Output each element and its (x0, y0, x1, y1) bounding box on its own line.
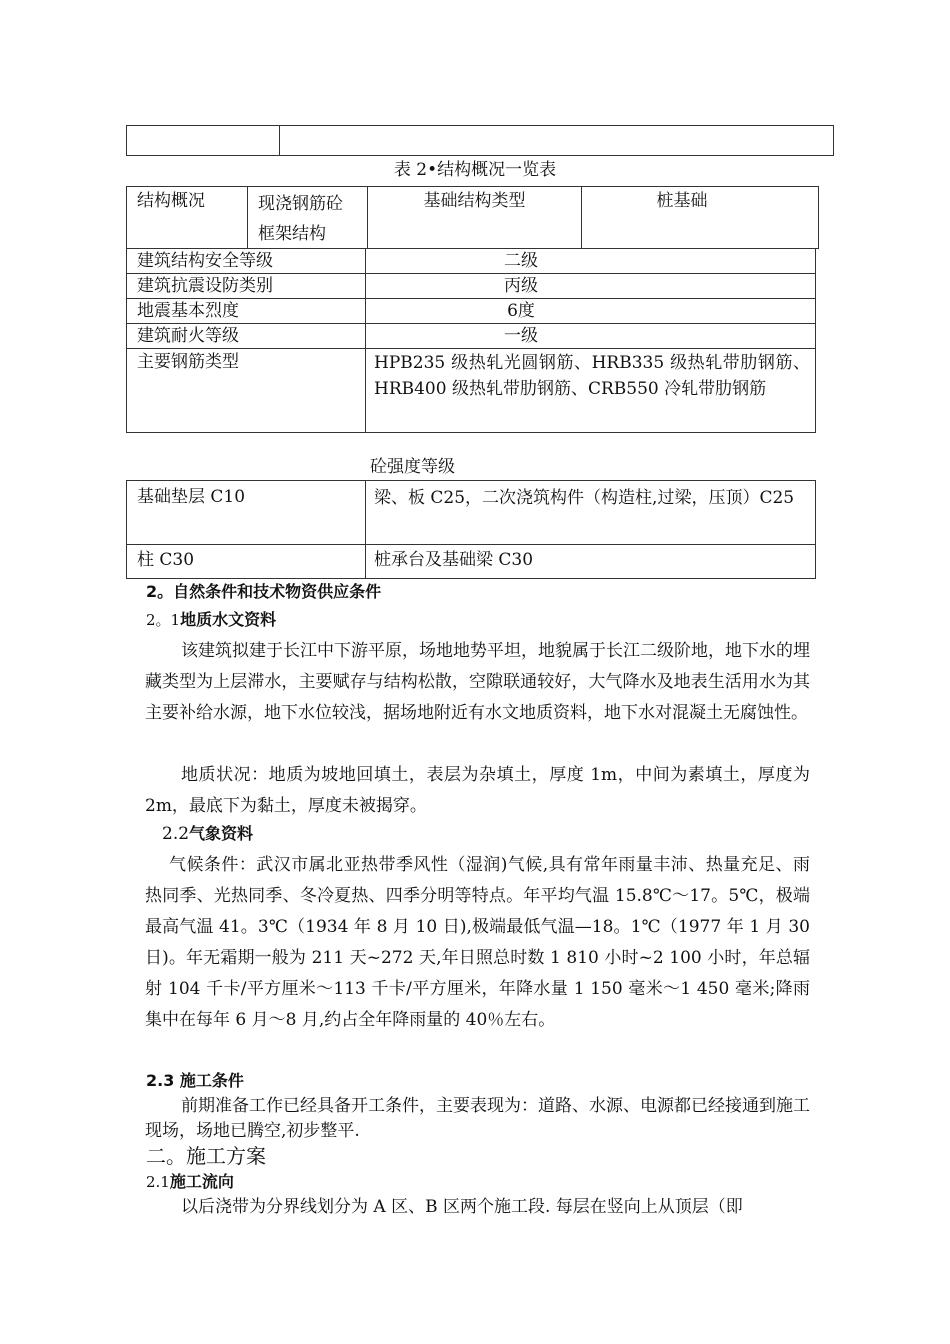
table2-row-label: 建筑耐火等级 (137, 326, 239, 346)
s21-paragraph-2: 地质状况：地质为坡地回填土，表层为杂填土，厚度 1m，中间为素填土，厚度为 2m，最底下为黏土，厚度未被揭穿。 (145, 765, 810, 816)
table2-header-cell: 基础结构类型 (423, 191, 526, 211)
table2-row-label: 建筑抗震设防类别 (137, 276, 273, 296)
table3-row-line (127, 544, 815, 545)
table2-row-label: 地震基本烈度 (137, 301, 239, 321)
table3 (126, 480, 816, 579)
table2-row-line (127, 348, 815, 349)
s22-paragraph-1: 气候条件：武汉市属北亚热带季风性（湿润)气候,具有常年雨量丰沛、热量充足、雨热同季、光热同季、冬冷夏热、四季分明等特点。年平均气温 15.8℃～17。5℃，极端最高气温 41。3℃（1934 年 8 月 10 日),极端最低气温—18。1℃（1977 年 1 月 30 日)。年无霜期一般为 211 天~272 天,年日照总时数 1 810 小时~2 100 小时，年总辐射 104 千卡/平方厘米～113 千卡/平方厘米，年降水量 1 150 毫米～1 450 毫米;降雨集中在每年 6 月～8 月,约占全年降雨量的 40％左右。 (145, 855, 810, 1030)
table2-caption: 表 2•结构概况一览表 (393, 160, 557, 180)
table2-row-value: 6度 (507, 301, 535, 321)
s22-heading (162, 822, 253, 846)
s21-title: 地质水文资料 (180, 610, 277, 629)
table2-row-value: 二级 (504, 251, 538, 271)
table2-row-value: 丙级 (504, 276, 538, 296)
table2-header-row (126, 186, 819, 249)
s21-heading (146, 608, 276, 632)
table3-caption: 砼强度等级 (370, 457, 455, 477)
top-table (126, 125, 834, 156)
top-table-divider (279, 126, 280, 155)
table2-row-label: 建筑结构安全等级 (137, 251, 273, 271)
table3-row-left: 基础垫层 C10 (137, 487, 246, 507)
section2-heading: 2。自然条件和技术物资供应条件 (146, 582, 382, 601)
table3-row-right: 桩承台及基础梁 C30 (374, 550, 534, 570)
table2-body (126, 248, 816, 433)
s2-1-heading (146, 1170, 234, 1194)
table2-header-cell: 桩基础 (656, 191, 708, 211)
s22-title: 气象资料 (189, 824, 254, 843)
s2-1-number: 2.1 (146, 1173, 170, 1191)
s2-1-paragraph-1: 以后浇带为分界线划分为 A 区、B 区两个施工段. 每层在竖向上从顶层（即 (181, 1197, 743, 1217)
table2-row-label: 主要钢筋类型 (137, 352, 239, 372)
section-two-heading: 二。施工方案 (146, 1144, 266, 1168)
s22-number: 2.2 (162, 824, 190, 844)
table3-row-left: 柱 C30 (137, 550, 195, 570)
s2-1-title: 施工流向 (169, 1172, 234, 1191)
s23-heading: 2.3 施工条件 (146, 1071, 244, 1090)
table3-row-right: 梁、板 C25，二次浇筑构件（构造柱,过梁，压顶）C25 (374, 488, 795, 508)
table2-header-cell: 结构概况 (137, 191, 205, 211)
s21-number: 2。1 (146, 611, 181, 629)
table2-row-value: HPB235 级热轧光圆钢筋、HRB335 级热轧带肋钢筋、HRB400 级热轧带肋钢筋、CRB550 冷轧带肋钢筋 (374, 353, 810, 399)
table2-header-cell: 现浇钢筋砼框架结构 (258, 194, 343, 244)
s23-paragraph-1: 前期准备工作已经具备开工条件，主要表现为：道路、水源、电源都已经接通到施工现场，场地已腾空,初步整平. (145, 1096, 810, 1141)
s21-paragraph-1: 该建筑拟建于长江中下游平原，场地地势平坦，地貌属于长江二级阶地，地下水的埋藏类型为上层滞水，主要赋存与结构松散，空隙联通较好，大气降水及地表生活用水为其主要补给水源，地下水位较浅，据场地附近有水文地质资料，地下水对混凝土无腐蚀性。 (145, 641, 810, 723)
table2-row-value: 一级 (504, 326, 538, 346)
